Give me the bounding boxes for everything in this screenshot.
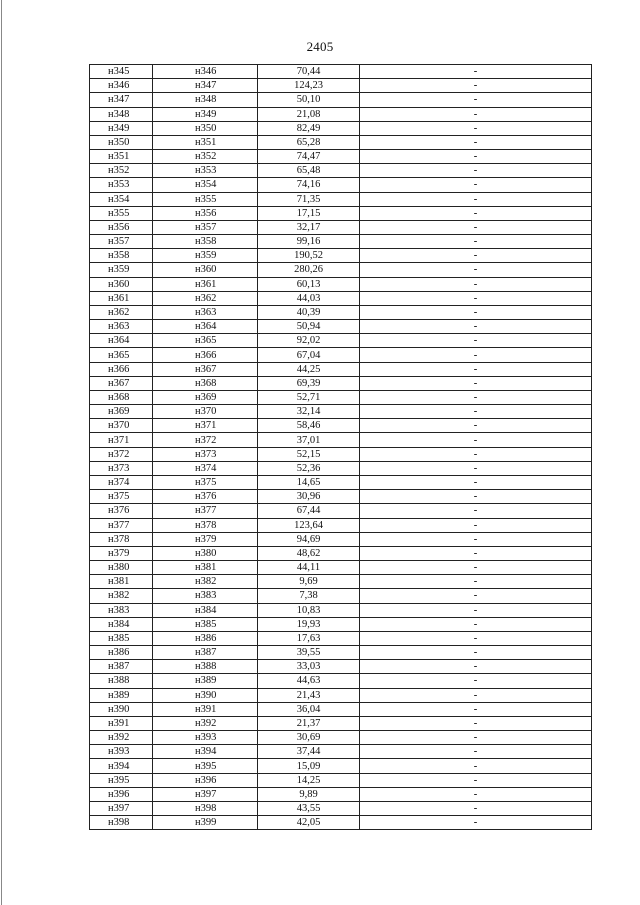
- from-point-cell: н395: [90, 773, 153, 787]
- table-row: [90, 419, 592, 433]
- to-point-cell: н381: [153, 561, 258, 575]
- from-point-cell: н366: [90, 362, 153, 376]
- note-cell: -: [360, 504, 592, 518]
- to-point-cell: н385: [153, 617, 258, 631]
- table-row: [90, 135, 592, 149]
- from-point-cell: н364: [90, 334, 153, 348]
- from-point-cell: н369: [90, 405, 153, 419]
- length-cell: 65,48: [258, 164, 360, 178]
- length-cell: 99,16: [258, 235, 360, 249]
- from-point-cell: н386: [90, 646, 153, 660]
- to-point-cell: н396: [153, 773, 258, 787]
- note-cell: -: [360, 603, 592, 617]
- note-cell: -: [360, 220, 592, 234]
- note-cell: -: [360, 490, 592, 504]
- to-point-cell: н348: [153, 93, 258, 107]
- to-point-cell: н393: [153, 731, 258, 745]
- from-point-cell: н397: [90, 801, 153, 815]
- note-cell: -: [360, 660, 592, 674]
- to-point-cell: н368: [153, 376, 258, 390]
- from-point-cell: н363: [90, 320, 153, 334]
- to-point-cell: н391: [153, 702, 258, 716]
- table-row: [90, 490, 592, 504]
- note-cell: -: [360, 107, 592, 121]
- note-cell: -: [360, 617, 592, 631]
- note-cell: -: [360, 93, 592, 107]
- length-cell: 36,04: [258, 702, 360, 716]
- length-cell: 17,15: [258, 206, 360, 220]
- table-row: [90, 702, 592, 716]
- length-cell: 69,39: [258, 376, 360, 390]
- to-point-cell: н370: [153, 405, 258, 419]
- length-cell: 74,16: [258, 178, 360, 192]
- to-point-cell: н377: [153, 504, 258, 518]
- note-cell: -: [360, 475, 592, 489]
- to-point-cell: н374: [153, 461, 258, 475]
- table-row: [90, 320, 592, 334]
- note-cell: -: [360, 79, 592, 93]
- table-row: [90, 731, 592, 745]
- length-cell: 71,35: [258, 192, 360, 206]
- from-point-cell: н362: [90, 305, 153, 319]
- note-cell: -: [360, 759, 592, 773]
- from-point-cell: н349: [90, 121, 153, 135]
- to-point-cell: н394: [153, 745, 258, 759]
- length-cell: 17,63: [258, 631, 360, 645]
- table-row: [90, 646, 592, 660]
- table-row: [90, 674, 592, 688]
- length-cell: 44,03: [258, 291, 360, 305]
- from-point-cell: н379: [90, 546, 153, 560]
- length-cell: 67,44: [258, 504, 360, 518]
- to-point-cell: н355: [153, 192, 258, 206]
- length-cell: 39,55: [258, 646, 360, 660]
- table-row: [90, 461, 592, 475]
- table-row: [90, 93, 592, 107]
- to-point-cell: н352: [153, 150, 258, 164]
- to-point-cell: н350: [153, 121, 258, 135]
- table-row: [90, 575, 592, 589]
- to-point-cell: н375: [153, 475, 258, 489]
- table-row: [90, 107, 592, 121]
- note-cell: -: [360, 305, 592, 319]
- note-cell: -: [360, 192, 592, 206]
- note-cell: -: [360, 461, 592, 475]
- table-row: [90, 206, 592, 220]
- table-row: [90, 660, 592, 674]
- note-cell: -: [360, 631, 592, 645]
- to-point-cell: н387: [153, 646, 258, 660]
- note-cell: -: [360, 518, 592, 532]
- from-point-cell: н387: [90, 660, 153, 674]
- table-row: [90, 816, 592, 830]
- from-point-cell: н389: [90, 688, 153, 702]
- note-cell: -: [360, 745, 592, 759]
- to-point-cell: н356: [153, 206, 258, 220]
- note-cell: -: [360, 206, 592, 220]
- length-cell: 33,03: [258, 660, 360, 674]
- note-cell: -: [360, 575, 592, 589]
- from-point-cell: н388: [90, 674, 153, 688]
- length-cell: 32,14: [258, 405, 360, 419]
- note-cell: -: [360, 447, 592, 461]
- note-cell: -: [360, 291, 592, 305]
- table-row: [90, 405, 592, 419]
- length-cell: 30,96: [258, 490, 360, 504]
- table-row: [90, 745, 592, 759]
- to-point-cell: н372: [153, 433, 258, 447]
- from-point-cell: н391: [90, 716, 153, 730]
- table-row: [90, 433, 592, 447]
- note-cell: -: [360, 263, 592, 277]
- length-cell: 14,65: [258, 475, 360, 489]
- length-cell: 52,15: [258, 447, 360, 461]
- table-row: [90, 546, 592, 560]
- to-point-cell: н389: [153, 674, 258, 688]
- length-cell: 124,23: [258, 79, 360, 93]
- note-cell: -: [360, 362, 592, 376]
- to-point-cell: н366: [153, 348, 258, 362]
- length-cell: 9,69: [258, 575, 360, 589]
- to-point-cell: н373: [153, 447, 258, 461]
- to-point-cell: н365: [153, 334, 258, 348]
- length-cell: 58,46: [258, 419, 360, 433]
- note-cell: -: [360, 646, 592, 660]
- to-point-cell: н346: [153, 65, 258, 79]
- length-cell: 70,44: [258, 65, 360, 79]
- note-cell: -: [360, 561, 592, 575]
- table-row: [90, 121, 592, 135]
- length-cell: 82,49: [258, 121, 360, 135]
- to-point-cell: н360: [153, 263, 258, 277]
- from-point-cell: н381: [90, 575, 153, 589]
- to-point-cell: н369: [153, 390, 258, 404]
- note-cell: -: [360, 348, 592, 362]
- to-point-cell: н398: [153, 801, 258, 815]
- to-point-cell: н362: [153, 291, 258, 305]
- to-point-cell: н399: [153, 816, 258, 830]
- to-point-cell: н349: [153, 107, 258, 121]
- to-point-cell: н364: [153, 320, 258, 334]
- length-cell: 21,43: [258, 688, 360, 702]
- to-point-cell: н395: [153, 759, 258, 773]
- table-row: [90, 291, 592, 305]
- from-point-cell: н392: [90, 731, 153, 745]
- from-point-cell: н359: [90, 263, 153, 277]
- length-cell: 19,93: [258, 617, 360, 631]
- from-point-cell: н394: [90, 759, 153, 773]
- length-cell: 43,55: [258, 801, 360, 815]
- table-row: [90, 362, 592, 376]
- table-row: [90, 235, 592, 249]
- table-row: [90, 801, 592, 815]
- length-cell: 42,05: [258, 816, 360, 830]
- from-point-cell: н377: [90, 518, 153, 532]
- from-point-cell: н374: [90, 475, 153, 489]
- note-cell: -: [360, 674, 592, 688]
- to-point-cell: н347: [153, 79, 258, 93]
- from-point-cell: н361: [90, 291, 153, 305]
- note-cell: -: [360, 731, 592, 745]
- note-cell: -: [360, 405, 592, 419]
- length-cell: 40,39: [258, 305, 360, 319]
- to-point-cell: н354: [153, 178, 258, 192]
- from-point-cell: н365: [90, 348, 153, 362]
- note-cell: -: [360, 688, 592, 702]
- table-row: [90, 305, 592, 319]
- table-row: [90, 150, 592, 164]
- length-cell: 52,36: [258, 461, 360, 475]
- table-row: [90, 518, 592, 532]
- to-point-cell: н376: [153, 490, 258, 504]
- from-point-cell: н375: [90, 490, 153, 504]
- from-point-cell: н393: [90, 745, 153, 759]
- table-row: [90, 277, 592, 291]
- from-point-cell: н347: [90, 93, 153, 107]
- length-cell: 44,25: [258, 362, 360, 376]
- note-cell: -: [360, 334, 592, 348]
- length-cell: 74,47: [258, 150, 360, 164]
- table-row: [90, 164, 592, 178]
- length-cell: 92,02: [258, 334, 360, 348]
- to-point-cell: н380: [153, 546, 258, 560]
- note-cell: -: [360, 390, 592, 404]
- from-point-cell: н380: [90, 561, 153, 575]
- table-row: [90, 617, 592, 631]
- from-point-cell: н384: [90, 617, 153, 631]
- length-cell: 48,62: [258, 546, 360, 560]
- table-row: [90, 178, 592, 192]
- table-row: [90, 348, 592, 362]
- table-row: [90, 447, 592, 461]
- from-point-cell: н348: [90, 107, 153, 121]
- from-point-cell: н370: [90, 419, 153, 433]
- to-point-cell: н359: [153, 249, 258, 263]
- table-row: [90, 390, 592, 404]
- from-point-cell: н356: [90, 220, 153, 234]
- length-cell: 67,04: [258, 348, 360, 362]
- from-point-cell: н346: [90, 79, 153, 93]
- to-point-cell: н388: [153, 660, 258, 674]
- from-point-cell: н368: [90, 390, 153, 404]
- note-cell: -: [360, 249, 592, 263]
- note-cell: -: [360, 419, 592, 433]
- to-point-cell: н397: [153, 787, 258, 801]
- table-row: [90, 376, 592, 390]
- note-cell: -: [360, 164, 592, 178]
- length-cell: 10,83: [258, 603, 360, 617]
- to-point-cell: н367: [153, 362, 258, 376]
- from-point-cell: н385: [90, 631, 153, 645]
- table-row: [90, 504, 592, 518]
- note-cell: -: [360, 532, 592, 546]
- to-point-cell: н382: [153, 575, 258, 589]
- note-cell: -: [360, 178, 592, 192]
- length-cell: 7,38: [258, 589, 360, 603]
- to-point-cell: н386: [153, 631, 258, 645]
- note-cell: -: [360, 801, 592, 815]
- note-cell: -: [360, 787, 592, 801]
- to-point-cell: н379: [153, 532, 258, 546]
- note-cell: -: [360, 702, 592, 716]
- length-cell: 94,69: [258, 532, 360, 546]
- note-cell: -: [360, 376, 592, 390]
- from-point-cell: н360: [90, 277, 153, 291]
- length-cell: 123,64: [258, 518, 360, 532]
- note-cell: -: [360, 433, 592, 447]
- from-point-cell: н390: [90, 702, 153, 716]
- from-point-cell: н353: [90, 178, 153, 192]
- table-row: [90, 249, 592, 263]
- from-point-cell: н373: [90, 461, 153, 475]
- length-cell: 37,44: [258, 745, 360, 759]
- length-cell: 37,01: [258, 433, 360, 447]
- to-point-cell: н351: [153, 135, 258, 149]
- note-cell: -: [360, 150, 592, 164]
- table-row: [90, 688, 592, 702]
- from-point-cell: н351: [90, 150, 153, 164]
- to-point-cell: н390: [153, 688, 258, 702]
- note-cell: -: [360, 65, 592, 79]
- length-cell: 44,63: [258, 674, 360, 688]
- to-point-cell: н378: [153, 518, 258, 532]
- table-row: [90, 716, 592, 730]
- length-cell: 52,71: [258, 390, 360, 404]
- length-cell: 15,09: [258, 759, 360, 773]
- to-point-cell: н357: [153, 220, 258, 234]
- length-cell: 65,28: [258, 135, 360, 149]
- note-cell: -: [360, 716, 592, 730]
- table-row: [90, 631, 592, 645]
- length-cell: 32,17: [258, 220, 360, 234]
- length-cell: 190,52: [258, 249, 360, 263]
- table-row: [90, 475, 592, 489]
- table-row: [90, 603, 592, 617]
- to-point-cell: н353: [153, 164, 258, 178]
- length-cell: 9,89: [258, 787, 360, 801]
- table-row: [90, 79, 592, 93]
- length-cell: 21,08: [258, 107, 360, 121]
- from-point-cell: н355: [90, 206, 153, 220]
- table-row: [90, 773, 592, 787]
- note-cell: -: [360, 277, 592, 291]
- table-row: [90, 192, 592, 206]
- table-row: [90, 220, 592, 234]
- to-point-cell: н361: [153, 277, 258, 291]
- note-cell: -: [360, 816, 592, 830]
- from-point-cell: н383: [90, 603, 153, 617]
- to-point-cell: н371: [153, 419, 258, 433]
- from-point-cell: н378: [90, 532, 153, 546]
- table-row: [90, 65, 592, 79]
- length-cell: 50,10: [258, 93, 360, 107]
- length-cell: 60,13: [258, 277, 360, 291]
- table-row: [90, 561, 592, 575]
- to-point-cell: н358: [153, 235, 258, 249]
- table-row: [90, 589, 592, 603]
- from-point-cell: н354: [90, 192, 153, 206]
- length-cell: 21,37: [258, 716, 360, 730]
- length-cell: 14,25: [258, 773, 360, 787]
- from-point-cell: н367: [90, 376, 153, 390]
- table-row: [90, 334, 592, 348]
- note-cell: -: [360, 320, 592, 334]
- note-cell: -: [360, 589, 592, 603]
- note-cell: -: [360, 235, 592, 249]
- from-point-cell: н357: [90, 235, 153, 249]
- from-point-cell: н396: [90, 787, 153, 801]
- table-row: [90, 759, 592, 773]
- table-row: [90, 532, 592, 546]
- note-cell: -: [360, 773, 592, 787]
- length-cell: 280,26: [258, 263, 360, 277]
- from-point-cell: н352: [90, 164, 153, 178]
- page-edge-line: [1, 0, 2, 905]
- from-point-cell: н382: [90, 589, 153, 603]
- from-point-cell: н372: [90, 447, 153, 461]
- note-cell: -: [360, 121, 592, 135]
- table-row: [90, 263, 592, 277]
- boundary-segments-table: [89, 64, 592, 830]
- to-point-cell: н392: [153, 716, 258, 730]
- from-point-cell: н376: [90, 504, 153, 518]
- table-body: [90, 65, 592, 830]
- from-point-cell: н398: [90, 816, 153, 830]
- length-cell: 44,11: [258, 561, 360, 575]
- length-cell: 50,94: [258, 320, 360, 334]
- to-point-cell: н363: [153, 305, 258, 319]
- page-number: 2405: [306, 39, 334, 54]
- note-cell: -: [360, 135, 592, 149]
- to-point-cell: н383: [153, 589, 258, 603]
- table-row: [90, 787, 592, 801]
- from-point-cell: н350: [90, 135, 153, 149]
- to-point-cell: н384: [153, 603, 258, 617]
- from-point-cell: н345: [90, 65, 153, 79]
- note-cell: -: [360, 546, 592, 560]
- from-point-cell: н358: [90, 249, 153, 263]
- length-cell: 30,69: [258, 731, 360, 745]
- from-point-cell: н371: [90, 433, 153, 447]
